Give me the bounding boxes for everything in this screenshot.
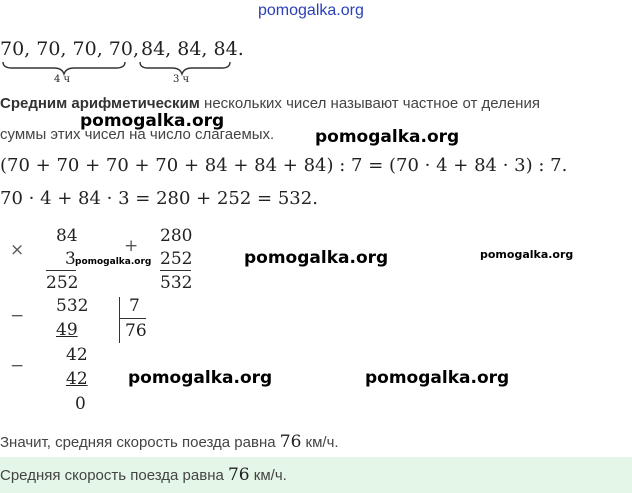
division-line [120,318,146,319]
speed-values-group-1: 70, 70, 70, 70, [0,38,139,60]
add-result: 532 [160,273,193,293]
underbrace-2 [140,62,230,74]
minus-sign-1: − [10,306,25,326]
answer-prefix: Средняя скорость поезда равна [0,467,228,484]
remainder-final: 0 [75,394,86,414]
equation-1: (70 + 70 + 70 + 70 + 84 + 84 + 84) : 7 = (70 · 4 + 84 · 3) : 7. [0,155,568,176]
conclusion-prefix: Значит, средняя скорость поезда равна [0,434,280,451]
definition-line-1 [0,95,540,112]
subtrahend-1: 49 [56,320,78,340]
brace-label-2: 3 ч [173,74,190,82]
definition-term: Средним арифметическим [0,95,200,112]
answer-text [0,465,287,485]
conclusion-unit: км/ч. [301,434,339,451]
conclusion-value: 76 [279,432,302,452]
add-operand-2: 252 [160,249,193,269]
answer-value: 76 [227,465,250,485]
brace-label-1: 4 ч [54,74,71,82]
divisor: 7 [129,296,140,316]
add-operand-1: 280 [160,226,193,246]
mult-result: 252 [46,273,79,293]
underbrace-1 [3,62,125,74]
division-bracket [119,297,120,343]
conclusion-text [0,432,339,452]
speed-values-group-2: 84, 84, 84. [141,38,244,60]
watermark: pomogalka.org [315,127,460,147]
site-link[interactable]: pomogalka.org [258,2,364,19]
watermark: pomogalka.org [128,368,273,388]
underbraces [0,60,240,84]
watermark: pomogalka.org [365,368,510,388]
quotient: 76 [125,321,147,341]
plus-sign: + [124,236,139,256]
dividend: 532 [56,296,89,316]
definition-text: нескольких чисел называют частное от деления [199,95,540,112]
mult-line [46,270,76,271]
watermark: pomogalka.org [80,111,225,131]
mult-operand-2: 3 [65,249,76,269]
subtrahend-2: 42 [66,369,88,389]
answer-unit: км/ч. [249,467,287,484]
watermark: pomogalka.org [75,257,152,267]
mult-operand-1: 84 [56,226,78,246]
definition-line-2: суммы этих чисел на число слагаемых. [0,126,275,143]
add-line [160,270,191,271]
watermark: pomogalka.org [480,248,574,261]
watermark: pomogalka.org [244,248,389,268]
multiply-sign: × [10,240,25,260]
remainder-step: 42 [66,345,88,365]
minus-sign-2: − [10,356,25,376]
equation-2: 70 · 4 + 84 · 3 = 280 + 252 = 532. [0,188,318,209]
